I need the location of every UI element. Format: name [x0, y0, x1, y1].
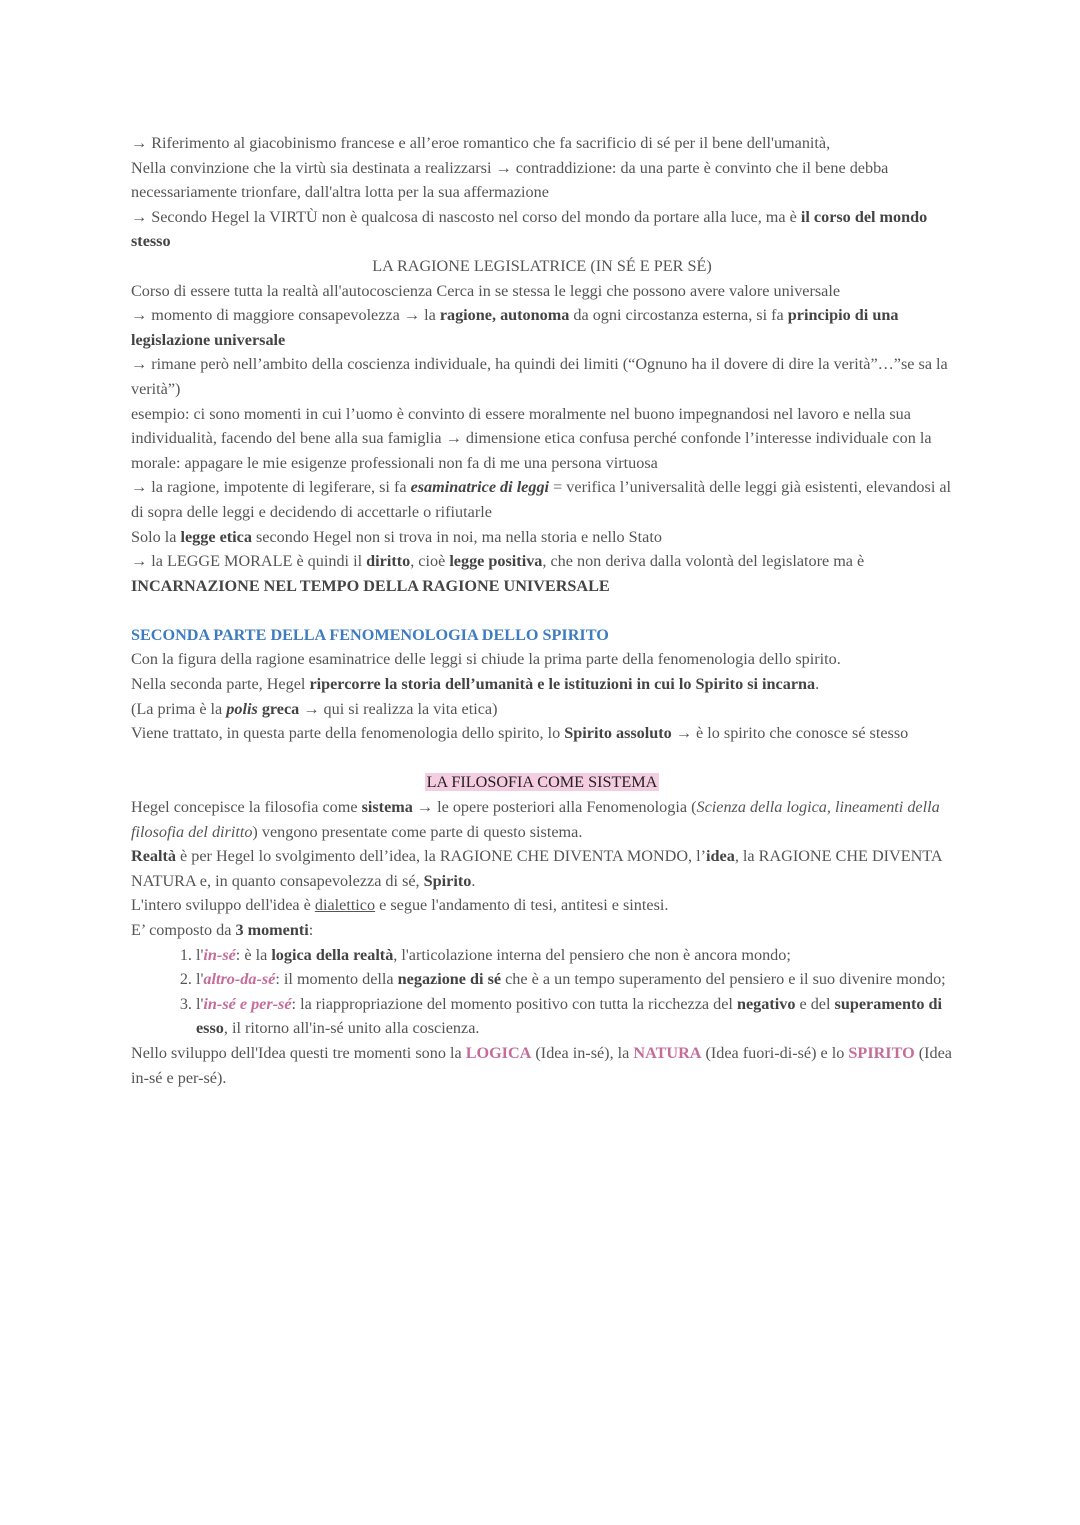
paragraph-limiti: → rimane però nell’ambito della coscienza individuale, ha quindi dei limiti (“Ognuno ha il dovere di dire la verità”…”se sa la verità”)	[131, 355, 948, 398]
paragraph-polis: (La prima è la polis greca → qui si realizza la vita etica)	[131, 699, 498, 718]
section-title-filosofia-sistema: LA FILOSOFIA COME SISTEMA	[426, 773, 658, 792]
paragraph-seconda-parte: Nella seconda parte, Hegel ripercorre la storia dell’umanità e le istituzioni in cui lo Spirito si incarna.	[131, 675, 820, 694]
paragraph-leggi-universali: Corso di essere tutta la realtà all'autocoscienza Cerca in se stessa le leggi che possono avere valore universale	[131, 281, 841, 300]
paragraph-realta: Realtà è per Hegel lo svolgimento dell’idea, la RAGIONE CHE DIVENTA MONDO, l’idea, la RAGIONE CHE DIVENTA NATURA e, in quanto consapevolezza di sé, Spirito.	[131, 847, 942, 890]
paragraph-logica-natura-spirito: Nello sviluppo dell'Idea questi tre momenti sono la LOGICA (Idea in-sé), la NATURA (Idea fuori-di-sé) e lo SPIRITO (Idea in-sé e per-sé).	[131, 1043, 952, 1087]
list-item: 3. l'in-sé e per-sé: la riappropriazione del momento positivo con tutta la ricchezza del negativo e del superamento di esso, il ritorno all'in-sé unito alla coscienza.	[196, 992, 953, 1041]
section-title-seconda-parte: SECONDA PARTE DELLA FENOMENOLOGIA DELLO SPIRITO	[131, 625, 609, 644]
paragraph-legge-etica: Solo la legge etica secondo Hegel non si trova in noi, ma nella storia e nello Stato	[131, 527, 662, 546]
list-item: 2. l'altro-da-sé: il momento della negazione di sé che è a un tempo superamento del pensiero e il suo divenire mondo;	[196, 967, 953, 992]
paragraph-esempio: esempio: ci sono momenti in cui l’uomo è convinto di essere moralmente nel buono impegnandosi nel lavoro e nella sua individualità, facendo del bene alla sua famiglia → dimensione etica confusa perché confonde l’interesse individuale con la morale: appagare le mie esigenze professionali non fa di me una persona virtuosa	[131, 404, 932, 472]
paragraph-dialettico: L'intero sviluppo dell'idea è dialettico e segue l'andamento di tesi, antitesi e sintesi.	[131, 896, 669, 915]
paragraph-consapevolezza: → momento di maggiore consapevolezza → la ragione, autonoma da ogni circostanza esterna, si fa principio di una legislazione universale	[131, 306, 899, 349]
list-item: 1. l'in-sé: è la logica della realtà, l'articolazione interna del pensiero che non è ancora mondo;	[196, 943, 953, 968]
paragraph-giacobinismo: → Riferimento al giacobinismo francese e all’eroe romantico che fa sacrificio di sé per il bene dell'umanità,	[131, 134, 831, 152]
paragraph-virtu-contraddizione: Nella convinzione che la virtù sia destinata a realizzarsi → contraddizione: da una parte è convinto che il bene debba necessariamente trionfare, dall'altra lotta per la sua affermazione	[131, 158, 889, 202]
paragraph-esaminatrice: → la ragione, impotente di legiferare, si fa esaminatrice di leggi = verifica l’universalità delle leggi già esistenti, elevandosi al di sopra delle leggi e decidendo di accettarle o rifiutarle	[131, 478, 952, 521]
paragraph-virtu-hegel: → Secondo Hegel la VIRTÙ non è qualcosa di nascosto nel corso del mondo da portare alla luce, ma è il corso del mondo stesso	[131, 207, 928, 251]
paragraph-prima-parte-chiusa: Con la figura della ragione esaminatrice delle leggi si chiude la prima parte della fenomenologia dello spirito.	[131, 650, 841, 669]
paragraph-sistema: Hegel concepisce la filosofia come sistema → le opere posteriori alla Fenomenologia (Scienza della logica, lineamenti della filosofia del diritto) vengono presentate come parte di questo sistema.	[131, 798, 940, 841]
paragraph-spirito-assoluto: Viene trattato, in questa parte della fenomenologia dello spirito, lo Spirito assoluto → è lo spirito che conosce sé stesso	[131, 724, 909, 743]
section-title-ragione-legislatrice: LA RAGIONE LEGISLATRICE (IN SÉ E PER SÉ)	[372, 256, 712, 275]
paragraph-legge-morale: → la LEGGE MORALE è quindi il diritto, cioè legge positiva, che non deriva dalla volontà del legislatore ma è INCARNAZIONE NEL TEMPO DELLA RAGIONE UNIVERSALE	[131, 552, 865, 595]
page-content	[131, 131, 953, 1090]
moments-list	[131, 943, 953, 1041]
paragraph-tre-momenti: E’ composto da 3 momenti:	[131, 921, 314, 939]
